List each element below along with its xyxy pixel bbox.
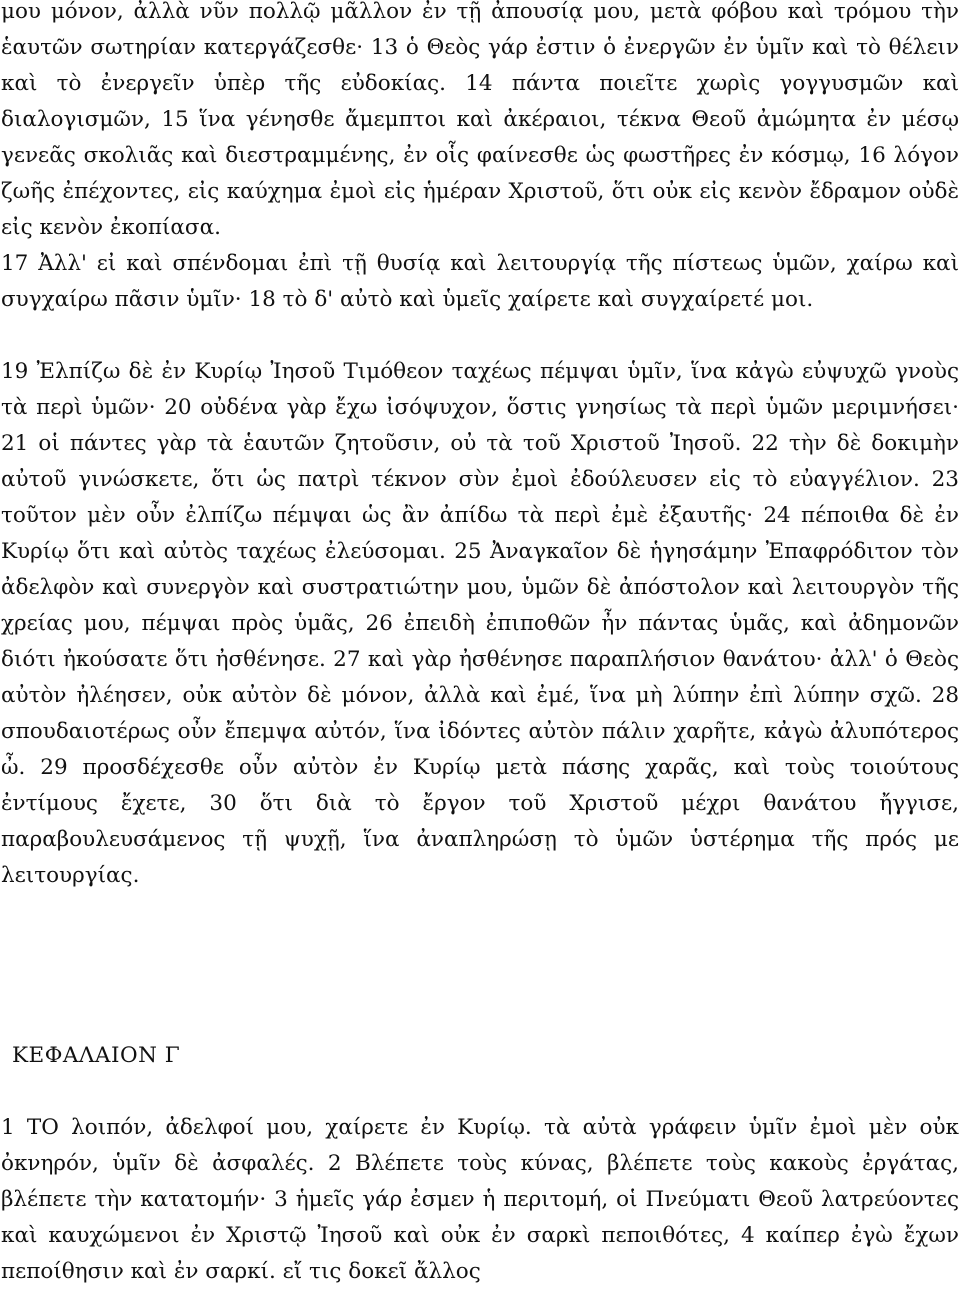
paragraph-verses-19-30: 19 Ἐλπίζω δὲ ἐν Κυρίῳ Ἰησοῦ Τιμόθεον ταχέως πέμψαι ὑμῖν, ἵνα κἀγὼ εὐψυχῶ γνοὺς τὰ περὶ ὑμῶν· 20 οὐδένα γὰρ ἔχω ἰσόψυχον, ὅστις γνησίως τὰ περὶ ὑμῶν μεριμνήσει· 21 οἱ πάντες γὰρ τὰ ἑαυτῶν ζητοῦσιν, οὐ τὰ τοῦ Χριστοῦ Ἰησοῦ. 22 τὴν δὲ δοκιμὴν αὐτοῦ γινώσκετε, ὅτι ὡς πατρὶ τέκνον σὺν ἐμοὶ ἐδούλευσεν εἰς τὸ εὐαγγέλιον. 23 τοῦτον μὲν οὖν ἐλπίζω πέμψαι ὡς ἂν ἀπίδω τὰ περὶ ἐμὲ ἐξαυτῆς· 24 πέποιθα δὲ ἐν Κυρίῳ ὅτι καὶ αὐτὸς ταχέως ἐλεύσομαι. 25 Ἀναγκαῖον δὲ ἡγησάμην Ἐπαφρόδιτον τὸν ἀδελφὸν καὶ συνεργὸν καὶ συστρατιώτην μου, ὑμῶν δὲ ἀπόστολον καὶ λειτουργὸν τῆς χρείας μου, πέμψαι πρὸς ὑμᾶς, 26 ἐπειδὴ ἐπιποθῶν ἦν πάντας ὑμᾶς, καὶ ἀδημονῶν διότι ἠκούσατε ὅτι ἠσθένησε. 27 καὶ γὰρ ἠσθένησε παραπλήσιον θανάτου· ἀλλ' ὁ Θεὸς αὐτὸν ἠλέησεν, οὐκ αὐτὸν δὲ μόνον, ἀλλὰ καὶ ἐμέ, ἵνα μὴ λύπην ἐπὶ λύπην σχῶ. 28 σπουδαιοτέρως οὖν ἔπεμψα αὐτόν, ἵνα ἰδόντες αὐτὸν πάλιν χαρῆτε, κἀγὼ ἀλυπότερος ὦ. 29 προσδέχεσθε οὖν αὐτὸν ἐν Κυρίῳ μετὰ πάσης χαρᾶς, καὶ τοὺς τοιούτους ἐντίμους ἔχετε, 30 ὅτι διὰ τὸ ἔργον τοῦ Χριστοῦ μέχρι θανάτου ἤγγισε, παραβουλευσάμενος τῇ ψυχῇ, ἵνα ἀναπληρώσῃ τὸ ὑμῶν ὑστέρημα τῆς πρός με λειτουργίας. <box>1 359 959 888</box>
paragraph-verses-17-18: 17 Ἀλλ' εἰ καὶ σπένδομαι ἐπὶ τῇ θυσίᾳ καὶ λειτουργίᾳ τῆς πίστεως ὑμῶν, χαίρω καὶ συγχαίρω πᾶσιν ὑμῖν· 18 τὸ δ' αὐτὸ καὶ ὑμεῖς χαίρετε καὶ συγχαίρετέ μοι. <box>1 251 959 312</box>
paragraph-verses-12-16: μου μόνον, ἀλλὰ νῦν πολλῷ μᾶλλον ἐν τῇ ἀπουσίᾳ μου, μετὰ φόβου καὶ τρόμου τὴν ἑαυτῶν σωτηρίαν κατεργάζεσθε· 13 ὁ Θεὸς γάρ ἐστιν ὁ ἐνεργῶν ἐν ὑμῖν καὶ τὸ θέλειν καὶ τὸ ἐνεργεῖν ὑπὲρ τῆς εὐδοκίας. 14 πάντα ποιεῖτε χωρὶς γογγυσμῶν καὶ διαλογισμῶν, 15 ἵνα γένησθε ἄμεμπτοι καὶ ἀκέραιοι, τέκνα Θεοῦ ἀμώμητα ἐν μέσῳ γενεᾶς σκολιᾶς καὶ διεστραμμένης, ἐν οἷς φαίνεσθε ὡς φωστῆρες ἐν κόσμῳ, 16 λόγον ζωῆς ἐπέχοντες, εἰς καύχημα ἐμοὶ εἰς ἡμέραν Χριστοῦ, ὅτι οὐκ εἰς κενὸν ἔδραμον οὐδὲ εἰς κενὸν ἐκοπίασα. <box>1 0 959 240</box>
chapter-heading: ΚΕΦΑΛΑΙΟΝ Γ <box>12 1043 181 1068</box>
paragraph-chapter-3-verses-1-4: 1 ΤΟ λοιπόν, ἀδελφοί μου, χαίρετε ἐν Κυρίῳ. τὰ αὐτὰ γράφειν ὑμῖν ἐμοὶ μὲν οὐκ ὀκνηρόν, ὑμῖν δὲ ἀσφαλές. 2 Βλέπετε τοὺς κύνας, βλέπετε τοὺς κακοὺς ἐργάτας, βλέπετε τὴν κατατομήν· 3 ἡμεῖς γάρ ἐσμεν ἡ περιτομή, οἱ Πνεύματι Θεοῦ λατρεύοντες καὶ καυχώμενοι ἐν Χριστῷ Ἰησοῦ καὶ οὐκ ἐν σαρκὶ πεποιθότες, 4 καίπερ ἐγὼ ἔχων πεποίθησιν καὶ ἐν σαρκί. εἴ τις δοκεῖ ἄλλος <box>1 1115 959 1284</box>
